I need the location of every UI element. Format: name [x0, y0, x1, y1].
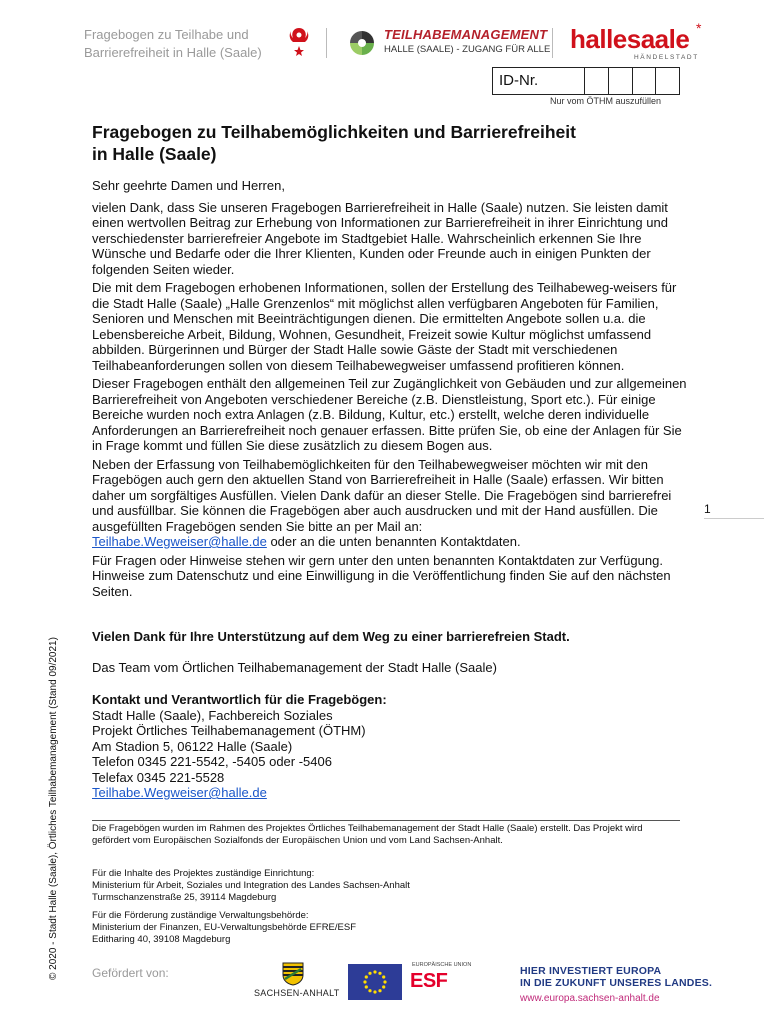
hallesaale-wordmark: hallesaale — [570, 24, 690, 54]
footnote-line: Für die Inhalte des Projektes zuständige Einrichtung: — [92, 868, 315, 879]
hallesaale-star-icon: * — [696, 20, 702, 36]
esf-logo — [408, 962, 488, 1002]
id-label: ID-Nr. — [493, 68, 585, 94]
id-digit-field[interactable] — [585, 68, 609, 94]
contact-line: Telefon 0345 221-5542, -5405 oder -5406 — [92, 754, 332, 769]
footnote-divider — [92, 820, 680, 821]
footnote-ministry — [92, 868, 652, 904]
id-digit-field[interactable] — [609, 68, 633, 94]
email-link[interactable]: Teilhabe.Wegweiser@halle.de — [92, 534, 267, 549]
header-divider-2 — [552, 28, 553, 58]
id-number-box — [492, 67, 680, 95]
intro-body — [92, 178, 692, 602]
contact-email-link[interactable]: Teilhabe.Wegweiser@halle.de — [92, 785, 267, 800]
salutation: Sehr geehrte Damen und Herren, — [92, 178, 285, 193]
header-title-line2: Barrierefreiheit in Halle (Saale) — [84, 45, 262, 60]
hallesaale-subtitle: HÄNDELSTADT — [634, 54, 699, 61]
header-title-line1: Fragebogen zu Teilhabe und — [84, 27, 249, 42]
sachsen-anhalt-crest-icon — [282, 962, 304, 986]
paragraph — [92, 457, 692, 550]
tm-logo-icon — [346, 27, 378, 59]
paragraph-text: Neben der Erfassung von Teilhabemöglichkeiten für den Teilhabewegweiser möchten wir mit den Fragebögen auch gern den aktuellen Stand von Barrierefreiheit in Halle (Saale) erfassen. Wir bitten daher um sorgfältiges Ausfüllen. Vielen Dank dafür an dieser Stelle. Die Fragebögen sind barrierefrei und ausfüllbar. Sie können die Fragebögen aber auch ausdrucken und mit der Hand ausfüllen. Die ausgefüllten Fragebögen senden Sie bitte an per Mail an: — [92, 456, 672, 534]
paragraph: Dieser Fragebogen enthält den allgemeinen Teil zur Zugänglichkeit von Gebäuden und zur allgemeinen Barrierefreiheit von Angeboten verschiedener Bereiche (z.B. Dienstleistung, Sport etc.). Für einige Bereiche wurden noch extra Anlagen (z.B. Bildung, Kultur, etc.) erstellt, welche deren individuelle Anforderungen an Barrierefreiheit noch genauer erfassen. Bitte prüfen Sie, ob eine der Anlagen für Sie in Frage kommt und füllen Sie diese zusätzlich zu diesem Bogen aus. — [92, 376, 687, 453]
contact-block — [92, 692, 492, 801]
footnote-line: Editharing 40, 39108 Magdeburg — [92, 934, 231, 945]
id-note: Nur vom ÖTHM auszufüllen — [550, 96, 662, 106]
paragraph-tail: oder an die unten benannten Kontaktdaten. — [266, 534, 521, 549]
footnote-line: Turmschanzenstraße 25, 39114 Magdeburg — [92, 892, 277, 903]
page-number-rule — [704, 518, 764, 519]
copyright-vertical: © 2020 - Stadt Halle (Saale), Örtliches Teilhabemanagement (Stand 09/2021) — [48, 637, 59, 980]
header-title — [84, 26, 284, 62]
paragraph: vielen Dank, dass Sie unseren Fragebogen Barrierefreiheit in Halle (Saale) nutzen. Sie leisten damit einen wertvollen Beitrag zur Erhebung von Informationen zur Barrierefreiheit in ihrer Einrichtung und verschiedenster barrierefreier Angebote im Stadtgebiet Halle. Wahrscheinlich erkennen Sie Ihre Wünsche und Bedarfe oder die Ihrer Klienten, Kunden oder Freunde auch in einigen Punkten der folgenden Seiten wieder. — [92, 199, 668, 277]
page-number: 1 — [704, 502, 711, 516]
contact-line: Am Stadion 5, 06122 Halle (Saale) — [92, 738, 293, 754]
header-divider — [326, 28, 327, 58]
sachsen-anhalt-logo — [254, 962, 340, 1002]
europe-line1: HIER INVESTIERT EUROPA — [520, 965, 662, 977]
contact-line: Telefax 0345 221-5528 — [92, 769, 225, 785]
contact-line: Projekt Örtliches Teilhabemanagement (ÖTHM) — [92, 723, 366, 738]
europe-invests-logo — [520, 965, 713, 1006]
eu-flag-icon — [348, 964, 402, 1000]
footnote-line: Ministerium für Arbeit, Soziales und Integration des Landes Sachsen-Anhalt — [92, 880, 410, 891]
page-title-line1: Fragebogen zu Teilhabemöglichkeiten und Barrierefreiheit — [92, 122, 576, 142]
team-signature: Das Team vom Örtlichen Teilhabemanagement der Stadt Halle (Saale) — [92, 660, 497, 675]
europe-line2: IN DIE ZUKUNFT UNSERES LANDES. — [520, 977, 713, 989]
paragraph: Für Fragen oder Hinweise stehen wir gern unter den unten benannten Kontaktdaten zur Verfügung. Hinweise zum Datenschutz und eine Einwilligung in die Veröffentlichung finden Sie auf den nächsten Seiten. — [92, 552, 671, 599]
footnote-line: Ministerium der Finanzen, EU-Verwaltungsbehörde EFRE/ESF — [92, 922, 357, 933]
footnote-project: Die Fragebögen wurden im Rahmen des Projektes Örtliches Teilhabemanagement der Stadt Halle (Saale) erstellt. Das Projekt wird gefördert vom Europäischen Sozialfonds der Europäischen Union und vom Land Sachsen-Anhalt. — [92, 823, 643, 846]
thanks-text: Vielen Dank für Ihre Unterstützung auf dem Weg zu einer barrierefreien Stadt. — [92, 629, 570, 644]
europe-url: www.europa.sachsen-anhalt.de — [520, 993, 660, 1004]
tm-logo-subtitle: HALLE (SAALE) - ZUGANG FÜR ALLE — [384, 44, 551, 55]
contact-line: Stadt Halle (Saale), Fachbereich Soziales — [92, 707, 333, 723]
id-digit-field[interactable] — [656, 68, 679, 94]
halle-crest-icon — [288, 26, 310, 60]
footnote-authority — [92, 910, 652, 946]
contact-heading: Kontakt und Verantwortlich für die Fragebögen: — [92, 692, 387, 707]
hallesaale-logo — [570, 20, 710, 64]
footnote-line: Für die Förderung zuständige Verwaltungsbehörde: — [92, 910, 309, 921]
funded-by-label: Gefördert von: — [92, 966, 169, 980]
esf-wordmark: ESF — [410, 970, 448, 992]
tm-logo-title: TEILHABEMANAGEMENT — [384, 27, 548, 42]
page-title-line2: in Halle (Saale) — [92, 144, 217, 164]
teilhabemanagement-logo — [346, 27, 551, 59]
page-title — [92, 121, 692, 165]
sachsen-anhalt-text: SACHSEN-ANHALT — [254, 988, 340, 998]
esf-eu-text: EUROPÄISCHE UNION — [412, 962, 472, 968]
paragraph: Die mit dem Fragebogen erhobenen Informationen, sollen der Erstellung des Teilhabeweg-weisers für die Stadt Halle (Saale) „Halle Grenzenlos“ mit möglichst allen verfügbaren Angeboten für Familien, Senioren und Menschen mit Beeinträchtigungen dienen. Die ermittelten Angebote sollen u.a. die Lebensbereiche Arbeit, Bildung, Wohnen, Gesundheit, Freizeit sowie Kultur möglichst umfassend abbilden. Bürgerinnen und Bürger der Stadt Halle sowie Gäste der Stadt mit verschiedenen Teilhabeanforderungen sollen von diesem Teilhabewegweiser umfassend profitieren können. — [92, 280, 677, 373]
id-digit-field[interactable] — [633, 68, 657, 94]
